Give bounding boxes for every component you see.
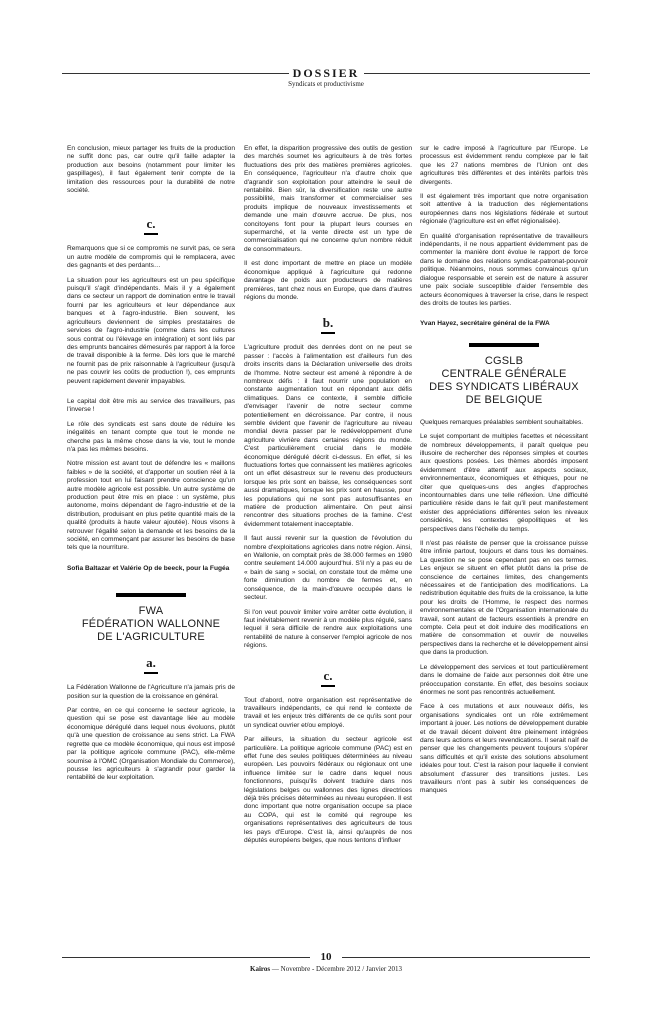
paragraph: En effet, la disparition progressive des outils de gestion des marchés soumet les agriculteurs à de très fortes fluctuations des prix des matières premières agricoles. En conséquence, l'agriculteur n'a d'autre choix que d'agrandir son exploitation pour atteindre le seuil de rentabilité. Bien sûr, la diversification reste une autre possibilité, mais transformer et commercialiser ses produits implique de nouveaux investissements et demande une main d'œuvre accrue. De plus, nos concitoyens font pour la plupart leurs courses en supermarché, et la vente directe est un type de commercialisation qui ne concerne qu'un nombre réduit de consommateurs.	[244, 145, 412, 253]
section-heading-line: FÉDÉRATION WALLONNE	[81, 618, 221, 631]
page-header	[0, 66, 652, 90]
section-bar	[116, 593, 186, 597]
paragraph: Il n'est pas réaliste de penser que la croissance puisse être infinie partout, toujours et dans tous les domaines. La question ne se pose cependant pas en ces termes. Les enjeux se situent en effet plutôt dans la prise de conscience de certaines limites, des changements nécessaires et de l'anticipation des modifications. La redistribution équitable des fruits de la croissance, la lutte pour les droits de l'Homme, le respect des normes environnementales et de l'Organisation internationale du travail, sont autant de facteurs essentiels à prendre en compte. Cela peut et doit induire des modifications en matière de consommation et ouvrir de nouvelles perspectives dans la recherche et le développement ainsi que dans la production.	[420, 540, 588, 657]
section-heading-line: DE L'AGRICULTURE	[97, 631, 205, 644]
paragraph: Face à ces mutations et aux nouveaux défis, les organisations syndicales ont un rôle extrêmement important à jouer. Les notions de développement durable et de travail décent doivent être pleinement intégrées dans leurs actions et leurs revendications. Il serait naïf de penser que les changements peuvent toujours s'opérer sans difficultés et qu'il existe des solutions absolument idéales pour tout. C'est la raison pour laquelle il convient absolument d'assurer des transitions justes. Les travailleurs n'ont pas à subir les conséquences de manques	[420, 703, 588, 795]
section-heading-line: CENTRALE GÉNÉRALE	[441, 367, 567, 380]
paragraph: Par contre, en ce qui concerne le secteur agricole, la question qui se pose est davantage liée au modèle économique dérégulé dans lequel nous évoluons, plutôt qu'à une question de croissance au sens strict. La FWA regrette que ce modèle économique, qui nous est imposé par la politique agricole commune (PAC), elle-même soumise à l'OMC (Organisation Mondiale du Commerce), pousse les agriculteurs à s'agrandir pour garder la rentabilité de leur exploitation.	[67, 707, 235, 782]
paragraph: Le rôle des syndicats est sans doute de réduire les inégalités en tenant compte que tout le monde ne cherche pas la même chose dans la vie, tout le monde n'a pas les mêmes besoins.	[67, 420, 235, 453]
section-heading-line: FWA	[138, 605, 164, 618]
column-1	[67, 145, 235, 789]
letter-underline	[321, 685, 335, 687]
author-signature: Sofia Baltazar et Valérie Op de beeck, pour la Fugéa	[67, 564, 230, 572]
letter-underline	[144, 233, 158, 235]
section-heading-fwa	[67, 605, 235, 644]
publication-name: Kairos	[250, 965, 271, 973]
author-signature: Yvan Hayez, secrétaire général de la FWA	[420, 320, 550, 328]
paragraph: Le capital doit être mis au service des travailleurs, pas l'inverse !	[67, 397, 235, 414]
paragraph: La situation pour les agriculteurs est un peu spécifique puisqu'il s'agit d'indépendants. Mais il y a également dans ce secteur un rapport de domination entre le travail fourni par les agriculteurs et leur dépendance aux banques et à l'agro-industrie. Bien souvent, les agriculteurs deviennent de simples prestataires de services de l'agro-industrie (comme dans les cultures sous contrat ou l'élevage en intégration) et sont liés par des emprunts bancaires démesurés par rapport à la force de travail disponible à la ferme. Dès lors que le marché ne fournit pas de prix raisonnable à l'agriculteur (jusqu'à ne pas couvrir les coûts de production !), ces emprunts peuvent rapidement devenir impayables.	[67, 276, 235, 385]
page-number: 10	[320, 951, 332, 963]
paragraph: Il faut aussi revenir sur la question de l'évolution du nombre d'exploitations agricoles dans notre région. Ainsi, en Wallonie, on comptait près de 38.000 fermes en 1980 contre seulement 14.000 aujourd'hui. S'il n'y a pas eu de « bain de sang » social, on constate tout de même une forte diminution du nombre de fermes et, en conséquence, de la main-d'œuvre occupée dans le secteur.	[244, 535, 412, 602]
publication-info	[0, 965, 652, 974]
section-bar	[469, 343, 539, 347]
column-3	[420, 145, 588, 802]
paragraph: Notre mission est avant tout de défendre les « maillons faibles » de la société, et d'apporter un soutien réel à la profession tout en lui faisant prendre conscience qu'un autre modèle agricole est possible. Un autre système de production peut être mis en place : un système, plus autonome, moins dépendant de l'agro-industrie et de la distribution, produisant en plus petite quantité mais de la qualité (produits à haute valeur ajoutée). Nous visons à retrouver l'égalité selon la demande et les besoins de la société, en commençant par assurer les besoins de base tels que la nourriture.	[67, 460, 235, 552]
paragraph: En conclusion, mieux partager les fruits de la production ne suffit donc pas, car outre qu'il faille adapter la production aux besoins (notamment pour limiter les gaspillages), il faut également tenir compte de la limitation des ressources pour la durabilité de notre société.	[67, 145, 235, 195]
paragraph: La Fédération Wallonne de l'Agriculture n'a jamais pris de position sur la question de la croissance en général.	[67, 684, 235, 700]
paragraph: Le développement des services et tout particulièrement dans le domaine de l'aide aux personnes doit être une préoccupation constante. En effet, des besoins sociaux énormes ne sont pas rencontrés actuellement.	[420, 663, 588, 696]
paragraph: Remarquons que si ce compromis ne survit pas, ce sera un autre modèle de compromis qui le remplacera, avec des gagnants et des perdants…	[67, 245, 235, 270]
paragraph: En qualité d'organisation représentative de travailleurs indépendants, il ne nous appartient évidemment pas de commenter la manière dont évolue le rapport de force dans le domaine des relations syndicat-patronat-pouvoir politique. Néanmoins, nous sommes convaincus qu'un dialogue responsable et serein est de nature à assurer une paix sociale susceptible d'aider l'ensemble des acteurs économiques à traverser la crise, dans le respect des droits de toutes les parties.	[420, 232, 588, 307]
section-heading-line: DE BELGIQUE	[465, 393, 543, 406]
section-heading-line: DES SYNDICATS LIBÉRAUX	[429, 380, 579, 393]
paragraph: Si l'on veut pouvoir limiter voire arrêter cette évolution, il faut inévitablement revenir à un modèle plus régulé, sans lequel il sera difficile de rendre aux exploitations une rentabilité de nature à conserver l'emploi agricole de nos régions.	[244, 608, 412, 650]
paragraph: L'agriculture produit des denrées dont on ne peut se passer : l'accès à l'alimentation est d'ailleurs l'un des droits inscrits dans la Déclaration universelle des droits de l'homme. Notre secteur est amené à répondre à de nombreux défis : il faut nourrir une population en constante augmentation tout en répondant aux défis climatiques. Dans ce contexte, il semble difficile d'envisager l'avenir de notre secteur comme potentiellement en décroissance. Par contre, il nous semble évident que l'avenir de l'agriculture au niveau mondial devra passer par le redéveloppement d'une agriculture vivrière dans certaines régions du monde. C'est particulièrement crucial dans le modèle économique dérégulé décrit ci-dessus. En effet, si les fluctuations fortes que connaissent les matières agricoles ont un effet désastreux sur le revenu des producteurs lorsque les prix sont en baisse, les conséquences sont aussi dramatiques, lorsque les prix sont en hausse, pour les populations qui ne sont pas autosuffisantes en matière de production alimentaire. On peut ainsi rencontrer des situations proches de la famine. C'est évidemment totalement inacceptable.	[244, 344, 412, 528]
paragraph: sur le cadre imposé à l'agriculture par l'Europe. Le processus est évidemment rendu complexe par le fait que les 27 nations membres de l'Union ont des agricultures très différentes et des intérêts parfois très divergents.	[420, 145, 588, 186]
issue-dates: — Novembre - Décembre 2012 / Janvier 2013	[270, 965, 402, 973]
letter-underline	[144, 672, 158, 674]
paragraph: Il est également très important que notre organisation soit attentive à la traduction des réglementations européennes dans nos législations fédérale et surtout régionale (l'agriculture est en effet régionalisée).	[420, 193, 588, 226]
section-subtitle: Syndicats et productivisme	[288, 80, 364, 88]
subsection-letter-c: c.	[146, 216, 156, 232]
paragraph: Quelques remarques préalables semblent souhaitables.	[420, 418, 584, 426]
subsection-letter-c: c.	[323, 667, 333, 683]
paragraph: Le sujet comportant de multiples facettes et nécessitant de nombreux développements, il paraît quelque peu illusoire de rechercher des réponses simples et courtes aux questions posées. Les thèmes abordés imposent évidemment d'être attentif aux aspects sociaux, environnementaux, économiques et éthiques, pour ne citer que quelques-uns des angles d'approches incontournables dans une telle réflexion. Une difficulté particulière réside dans le fait qu'il peut manifestement exister des appréciations différentes selon les niveaux considérés, les contextes géopolitiques et les perspectives dans l'échelle du temps.	[420, 433, 588, 533]
section-heading-line: CGSLB	[484, 354, 524, 367]
section-heading-cgslb	[420, 355, 588, 407]
subsection-letter-b: b.	[322, 315, 334, 331]
letter-underline	[321, 332, 335, 334]
paragraph: Tout d'abord, notre organisation est représentative de travailleurs indépendants, ce qui rend le contexte de travail et les enjeux très différents de ce qu'ils sont pour un syndicat ouvrier et/ou employé.	[244, 696, 412, 729]
section-title-dossier: DOSSIER	[292, 66, 360, 80]
subsection-letter-a: a.	[146, 655, 156, 671]
paragraph: Il est donc important de mettre en place un modèle économique appliqué à l'agriculture qui redonne davantage de poids aux producteurs de matières premières, tant chez nous en Europe, que dans d'autres régions du monde.	[244, 260, 412, 301]
column-2	[244, 145, 412, 851]
paragraph: Par ailleurs, la situation du secteur agricole est particulière. La politique agricole commune (PAC) est en effet l'une des seules politiques déterminées au niveau européen. Les pouvoirs fédéraux ou régionaux ont une influence limitée sur le cadre dans lequel nous fonctionnons, puisqu'ils doivent traduire dans nos législations belges ou wallonnes des lignes directrices déjà très précises déterminées au niveau européen. Il est donc important que notre organisation occupe sa place au COPA, qui est le comité qui regroupe les organisations représentatives des agriculteurs de tous les pays d'Europe. C'est là, ainsi qu'auprès de nos députés européens belges, que nous tentons d'influer	[244, 736, 412, 845]
